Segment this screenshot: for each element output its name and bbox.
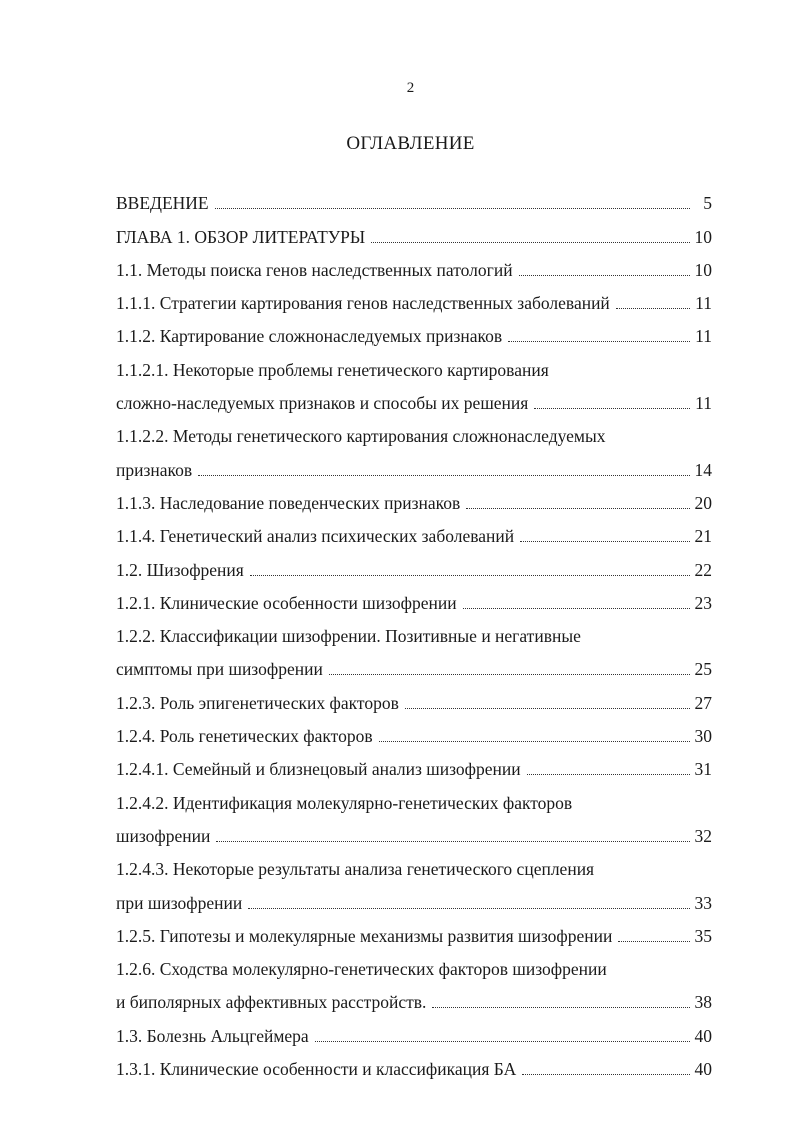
toc-page-number: 22 — [694, 559, 712, 580]
toc-entry: шизофрении 32 — [116, 825, 712, 846]
dot-leader — [432, 1007, 690, 1008]
toc-page-number: 11 — [695, 293, 712, 314]
toc-page-number: 10 — [694, 259, 712, 280]
toc-entry: сложно-наследуемых признаков и способы их решения 11 — [116, 393, 712, 414]
dot-leader — [508, 341, 690, 342]
toc-page-number: 23 — [694, 592, 712, 613]
dot-leader — [534, 408, 690, 409]
toc-entry: ГЛАВА 1. ОБЗОР ЛИТЕРАТУРЫ 10 — [116, 226, 712, 247]
dot-leader — [519, 275, 690, 276]
toc-entry: при шизофрении 33 — [116, 892, 712, 913]
dot-leader — [216, 841, 690, 842]
toc-page-number: 25 — [694, 659, 712, 680]
toc-entry: 1.1.1. Стратегии картирования генов наследственных заболеваний 11 — [116, 293, 712, 314]
dot-leader — [616, 308, 690, 309]
dot-leader — [215, 208, 690, 209]
toc-entry-continued: 1.2.2. Классификации шизофрении. Позитивные и негативные — [116, 626, 581, 647]
toc-page-number: 14 — [694, 459, 712, 480]
toc-entry-continued: 1.2.4.3. Некоторые результаты анализа генетического сцепления — [116, 859, 595, 880]
dot-leader — [522, 1074, 690, 1075]
toc-page-number: 40 — [694, 1025, 712, 1046]
toc-entry: 1.2.4.1. Семейный и близнецовый анализ шизофрении 31 — [116, 759, 712, 780]
toc-entry: ВВЕДЕНИЕ 5 — [116, 193, 712, 214]
toc-entry: 1.1.2. Картирование сложнонаследуемых признаков 11 — [116, 326, 712, 347]
page-number: 2 — [406, 80, 415, 96]
toc-entry: 1.2. Шизофрения 22 — [116, 559, 712, 580]
toc-entry: 1.2.3. Роль эпигенетических факторов 27 — [116, 692, 712, 713]
toc-page-number: 35 — [694, 925, 712, 946]
toc-page-number: 27 — [694, 692, 712, 713]
toc-entry: 1.1.4. Генетический анализ психических заболеваний 21 — [116, 526, 712, 547]
toc-page-number: 33 — [694, 892, 712, 913]
toc-entry: 1.1.3. Наследование поведенческих признаков 20 — [116, 492, 712, 513]
dot-leader — [371, 242, 690, 243]
dot-leader — [527, 774, 690, 775]
toc-entry-continued: 1.2.6. Сходства молекулярно-генетических факторов шизофрении — [116, 959, 607, 980]
toc-heading: ОГЛАВЛЕНИЕ — [346, 133, 475, 154]
toc-entry: признаков 14 — [116, 459, 712, 480]
toc-entry: 1.2.5. Гипотезы и молекулярные механизмы развития шизофрении 35 — [116, 925, 712, 946]
dot-leader — [520, 541, 690, 542]
dot-leader — [329, 674, 690, 675]
dot-leader — [250, 575, 690, 576]
table-of-contents — [116, 181, 712, 1080]
dot-leader — [466, 508, 690, 509]
toc-page-number: 21 — [694, 526, 712, 547]
toc-entry: 1.1. Методы поиска генов наследственных патологий 10 — [116, 259, 712, 280]
toc-entry-continued: 1.2.4.2. Идентификация молекулярно-генетических факторов — [116, 792, 573, 813]
toc-entry: симптомы при шизофрении 25 — [116, 659, 712, 680]
dot-leader — [198, 475, 690, 476]
dot-leader — [379, 741, 690, 742]
dot-leader — [315, 1041, 690, 1042]
dot-leader — [248, 908, 690, 909]
toc-entry: 1.3.1. Клинические особенности и классификация БА 40 — [116, 1059, 712, 1080]
toc-page-number: 30 — [694, 726, 712, 747]
toc-page-number: 32 — [694, 825, 712, 846]
toc-page-number: 38 — [694, 992, 712, 1013]
toc-entry: 1.2.4. Роль генетических факторов 30 — [116, 726, 712, 747]
dot-leader — [463, 608, 690, 609]
dot-leader — [618, 941, 690, 942]
toc-page-number: 10 — [694, 226, 712, 247]
toc-page-number: 11 — [695, 393, 712, 414]
toc-page-number: 11 — [695, 326, 712, 347]
toc-page-number: 31 — [694, 759, 712, 780]
toc-page-number: 5 — [703, 193, 712, 214]
toc-page-number: 20 — [694, 492, 712, 513]
toc-entry: и биполярных аффективных расстройств. 38 — [116, 992, 712, 1013]
toc-entry: 1.2.1. Клинические особенности шизофрении 23 — [116, 592, 712, 613]
toc-entry-continued: 1.1.2.2. Методы генетического картирования сложнонаследуемых — [116, 426, 606, 447]
toc-page-number: 40 — [694, 1059, 712, 1080]
toc-entry-continued: 1.1.2.1. Некоторые проблемы генетического картирования — [116, 359, 549, 380]
dot-leader — [405, 708, 690, 709]
toc-entry: 1.3. Болезнь Альцгеймера 40 — [116, 1025, 712, 1046]
